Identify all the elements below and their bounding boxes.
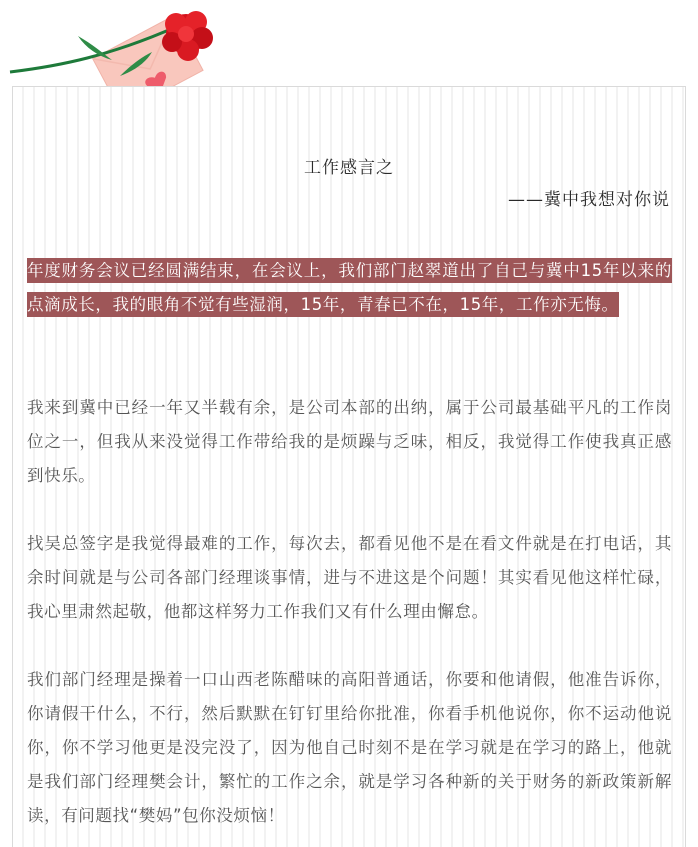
- paragraph: 找吴总签字是我觉得最难的工作，每次去，都看见他不是在看文件就是在打电话，其余时间就是与公司各部门经理谈事情，进与不进这是个问题！其实看见他这样忙碌，我心里肃然起敬，他都这样努力工作我们又有什么理由懈怠。: [27, 534, 672, 621]
- article-title: 工作感言之: [304, 158, 394, 178]
- highlighted-paragraph-text: 年度财务会议已经圆满结束，在会议上，我们部门赵翠道出了自己与冀中15年以来的点滴成长，我的眼角不觉有些湿润，15年，青春已不在，15年，工作亦无悔。: [27, 258, 672, 317]
- article-subtitle: ——冀中我想对你说: [508, 190, 670, 210]
- paragraph: 我来到冀中已经一年又半载有余，是公司本部的出纳，属于公司最基础平凡的工作岗位之一，但我从来没觉得工作带给我的是烦躁与乏味，相反，我觉得工作使我真正感到快乐。: [27, 398, 672, 485]
- highlighted-paragraph: [27, 254, 672, 322]
- paragraph: 我们部门经理是操着一口山西老陈醋味的高阳普通话，你要和他请假，他准告诉你，你请假干什么，不行，然后默默在钉钉里给你批准，你看手机他说你，你不运动他说你，你不学习他更是没完没了，因为他自己时刻不是在学习就是在学习的路上，他就是我们部门经理樊会计，繁忙的工作之余，就是学习各种新的关于财务的新政策新解读，有问题找“樊妈”包你没烦恼！: [27, 670, 672, 825]
